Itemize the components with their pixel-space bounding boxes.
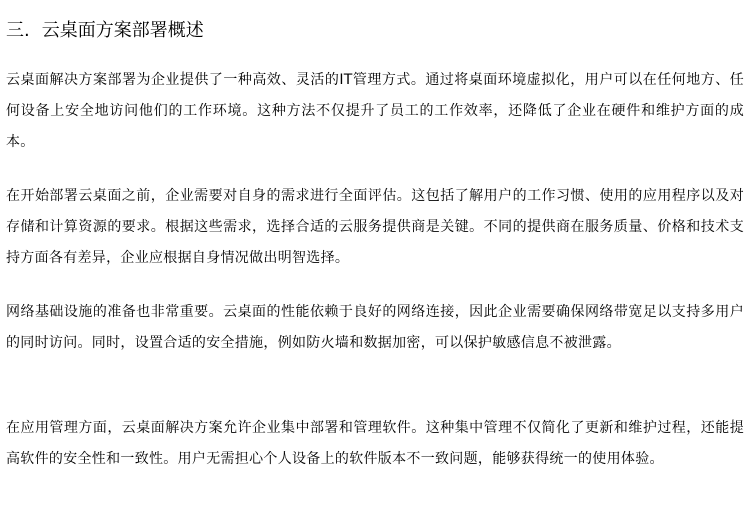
paragraph-app-management: 在应用管理方面，云桌面解决方案允许企业集中部署和管理软件。这种集中管理不仅简化了更新和维护过程，还能提高软件的安全性和一致性。用户无需担心个人设备上的软件版本不一致问题，能够获得统一的使用体验。 — [6, 420, 744, 467]
section-number: 三. — [6, 20, 30, 41]
paragraph-network: 网络基础设施的准备也非常重要。云桌面的性能依赖于良好的网络连接，因此企业需要确保网络带宽足以支持多用户的同时访问。同时，设置合适的安全措施，例如防火墙和数据加密，可以保护敏感信息不被泄露。 — [6, 304, 744, 351]
section-title: 云桌面方案部署概述 — [41, 20, 204, 41]
paragraph-overview: 云桌面解决方案部署为企业提供了一种高效、灵活的IT管理方式。通过将桌面环境虚拟化，用户可以在任何地方、任何设备上安全地访问他们的工作环境。这种方法不仅提升了员工的工作效率，还降低了企业在硬件和维护方面的成本。 — [6, 72, 744, 150]
section-heading — [6, 17, 204, 45]
paragraph-requirements: 在开始部署云桌面之前，企业需要对自身的需求进行全面评估。这包括了解用户的工作习惯、使用的应用程序以及对存储和计算资源的要求。根据这些需求，选择合适的云服务提供商是关键。不同的提供商在服务质量、价格和技术支持方面各有差异，企业应根据自身情况做出明智选择。 — [6, 188, 744, 266]
